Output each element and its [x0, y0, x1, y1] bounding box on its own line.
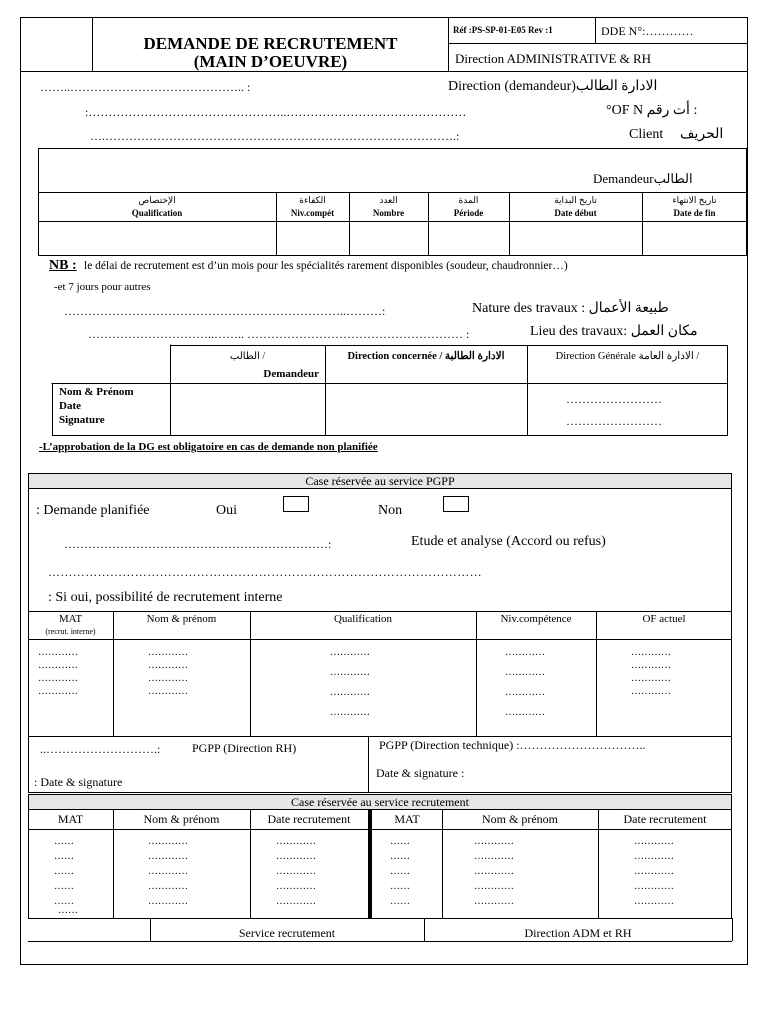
nature-label: Nature des travaux : طبيعة الأعمال: [472, 301, 669, 316]
recrut-col-mat: MAT: [57, 812, 84, 826]
form-title-line2: (MAIN D’OEUVRE): [193, 52, 348, 71]
cell-dots[interactable]: …………: [148, 647, 188, 658]
cell-dots[interactable]: …………: [631, 673, 671, 684]
cell-dots[interactable]: ……: [390, 836, 410, 847]
cell-dots[interactable]: …………: [330, 707, 370, 718]
direction-dots[interactable]: ……..…………………………………….. :: [40, 80, 251, 94]
cell-dots[interactable]: …………: [38, 660, 78, 671]
nb-line1: le délai de recrutement est d’un mois pour les spécialités rarement disponibles (soudeur, chaudronnier…): [84, 260, 568, 272]
client-label-ar: الحريف: [680, 127, 724, 142]
demandeur-divider: [38, 192, 747, 193]
cell-dots[interactable]: …………: [276, 881, 316, 892]
pgpp-sign-divider: [368, 736, 369, 793]
cell-dots[interactable]: …………: [505, 687, 545, 698]
client-label: Client: [629, 127, 664, 142]
cell-dots[interactable]: ……: [58, 905, 78, 916]
cell-dots[interactable]: ……: [54, 866, 74, 877]
cell-dots[interactable]: …………: [634, 851, 674, 862]
cell-dots[interactable]: …………: [631, 647, 671, 658]
col-nombre-ar: العدد: [379, 195, 398, 205]
col-debut-ar: تاريخ البداية: [554, 195, 597, 205]
interne-col-divider: [113, 611, 114, 736]
etude-label: Etude et analyse (Accord ou refus): [411, 534, 606, 549]
interne-col-of: OF actuel: [642, 613, 686, 625]
cell-dots[interactable]: …………: [276, 896, 316, 907]
interne-col-mat-sub: (recrut. interne): [45, 627, 96, 636]
approval-note: -L’approbation de la DG est obligatoire en cas de demande non planifiée: [39, 441, 378, 453]
cell-dots[interactable]: …………: [634, 896, 674, 907]
demandeur-header-divider: [38, 221, 747, 222]
footer-direction-adm: Direction ADM et RH: [524, 926, 632, 940]
cell-dots[interactable]: …………: [148, 660, 188, 671]
interne-col-divider: [596, 611, 597, 736]
dg-dots[interactable]: ……………………: [566, 414, 662, 428]
cell-dots[interactable]: ……: [390, 896, 410, 907]
nb-line2: -et 7 jours pour autres: [54, 281, 151, 293]
footer-divider: [732, 918, 733, 941]
cell-dots[interactable]: …………: [474, 836, 514, 847]
etude-long-dots[interactable]: ……………………………………………………………………………………………: [48, 565, 482, 579]
approval-signature: Signature: [59, 414, 105, 426]
pgpp-rh-label: PGPP (Direction RH): [192, 741, 297, 755]
cell-dots[interactable]: …………: [631, 686, 671, 697]
demandeur-title: Demandeurالطالب: [593, 171, 693, 186]
interne-header-divider: [28, 639, 732, 640]
cell-dots[interactable]: ……: [54, 896, 74, 907]
cell-dots[interactable]: …………: [474, 896, 514, 907]
nb-label: NB :: [49, 258, 77, 273]
approval-direction-generale: Direction Générale الادارة العامة /: [555, 351, 700, 362]
dg-dots[interactable]: ……………………: [566, 392, 662, 406]
recrut-col-date: Date recrutement: [623, 812, 707, 826]
footer-bottom: [28, 941, 732, 942]
cell-dots[interactable]: …………: [474, 881, 514, 892]
cell-dots[interactable]: …………: [330, 647, 370, 658]
col-niv: Niv.compét: [290, 208, 335, 218]
interne-col-qualification: Qualification: [333, 613, 393, 625]
direction-label: Direction (demandeur)الادارة الطالب: [448, 79, 658, 94]
nature-dots[interactable]: ……………………………………………………………..………:: [64, 304, 386, 318]
recrutement-col-divider: [250, 809, 251, 919]
cell-dots[interactable]: …………: [148, 866, 188, 877]
approval-direction-concernee: Direction concernée / الادارة الطالبة: [347, 351, 505, 362]
approval-divider: [52, 383, 728, 384]
cell-dots[interactable]: ……: [54, 881, 74, 892]
cell-dots[interactable]: …………: [474, 851, 514, 862]
recrutement-col-divider: [113, 809, 114, 919]
of-label: °OF N أت رقم :: [606, 103, 698, 118]
col-nombre: Nombre: [372, 208, 405, 218]
cell-dots[interactable]: …………: [148, 686, 188, 697]
cell-dots[interactable]: …………: [276, 866, 316, 877]
recrut-col-nom: Nom & prénom: [143, 812, 220, 826]
recrut-col-nom: Nom & prénom: [482, 812, 558, 826]
planned-oui-label: Oui: [216, 503, 237, 518]
pgpp-rh-dots[interactable]: ..……………………….:: [40, 742, 161, 756]
cell-dots[interactable]: …………: [148, 851, 188, 862]
planned-non-label: Non: [378, 503, 403, 518]
ref-code: Réf :PS-SP-01-E05 Rev :1: [453, 25, 553, 35]
cell-dots[interactable]: …………: [148, 881, 188, 892]
cell-dots[interactable]: ……: [390, 866, 410, 877]
client-dots[interactable]: ….…………………………………………………………………………….:: [90, 129, 460, 143]
interne-bottom: [28, 736, 732, 737]
interne-col-nom: Nom & prénom: [146, 613, 217, 625]
cell-dots[interactable]: …………: [38, 647, 78, 658]
cell-dots[interactable]: …………: [148, 896, 188, 907]
cell-dots[interactable]: …………: [330, 687, 370, 698]
interne-col-divider: [250, 611, 251, 736]
header-direction: Direction ADMINISTRATIVE & RH: [455, 51, 652, 66]
form-title-line1: DEMANDE DE RECRUTEMENT: [143, 34, 398, 53]
cell-dots[interactable]: …………: [474, 866, 514, 877]
dde-number: DDE N°:…………: [601, 24, 694, 38]
cell-dots[interactable]: ……: [54, 836, 74, 847]
cell-dots[interactable]: ……: [390, 881, 410, 892]
cell-dots[interactable]: …………: [38, 686, 78, 697]
cell-dots[interactable]: …………: [631, 660, 671, 671]
footer-service-recrutement: Service recrutement: [238, 926, 336, 940]
interne-col-mat: MAT: [58, 613, 83, 625]
of-dots[interactable]: :…………………………………………..………………………………………: [85, 105, 467, 119]
col-qualification-ar: الإختصاص: [138, 195, 176, 205]
planned-non-checkbox[interactable]: [443, 496, 469, 512]
etude-dots[interactable]: …………………………………………………………:: [64, 537, 332, 551]
col-fin-ar: تاريخ الانتهاء: [672, 195, 717, 205]
cell-dots[interactable]: …………: [505, 707, 545, 718]
cell-dots[interactable]: …………: [276, 836, 316, 847]
recrutement-header-divider: [28, 829, 732, 830]
cell-dots[interactable]: …………: [634, 836, 674, 847]
recrutement-col-divider: [442, 809, 443, 919]
approval-corner: [51, 344, 171, 384]
cell-dots[interactable]: ……: [390, 851, 410, 862]
pgpp-title: Case réservée au service PGPP: [305, 474, 455, 488]
lieu-label: Lieu des travaux: مكان العمل: [530, 324, 698, 339]
planned-oui-checkbox[interactable]: [283, 496, 309, 512]
cell-dots[interactable]: …………: [505, 647, 545, 658]
recrutement-title: Case réservée au service recrutement: [291, 795, 469, 809]
approval-nom-prenom: Nom & Prénom: [59, 386, 134, 398]
col-qualification: Qualification: [131, 208, 183, 218]
recrutement-col-divider: [598, 809, 599, 919]
header-logo-box: [20, 17, 93, 72]
interne-label: : Si oui, possibilité de recrutement interne: [48, 590, 283, 605]
col-periode-ar: المدة: [458, 195, 479, 205]
cell-dots[interactable]: …………: [148, 836, 188, 847]
pgpp-tech-label: PGPP (Direction technique) :…………………………..: [379, 738, 646, 752]
cell-dots[interactable]: …………: [38, 673, 78, 684]
interne-table-top: [28, 611, 732, 612]
pgpp-tech-date: Date & signature :: [376, 766, 465, 780]
col-debut: Date début: [554, 208, 597, 218]
approval-demandeur: Demandeur: [263, 368, 319, 380]
col-periode: Période: [453, 208, 484, 218]
recrut-col-mat: MAT: [394, 812, 420, 826]
planned-label: : Demande planifiée: [36, 503, 150, 518]
recrutement-mid-divider: [368, 809, 372, 919]
cell-dots[interactable]: …………: [634, 881, 674, 892]
cell-dots[interactable]: …………: [634, 866, 674, 877]
recrut-col-date: Date recrutement: [267, 812, 351, 826]
col-niv-ar: الكفاءة: [299, 195, 326, 205]
lieu-dots[interactable]: …………………………..…….. ……………………………………………… :: [88, 327, 470, 341]
col-fin: Date de fin: [673, 208, 716, 218]
cell-dots[interactable]: ……: [54, 851, 74, 862]
footer-top: [28, 918, 732, 919]
interne-col-divider: [476, 611, 477, 736]
approval-date: Date: [59, 400, 81, 412]
pgpp-rh-date: : Date & signature: [34, 775, 123, 789]
cell-dots[interactable]: …………: [276, 851, 316, 862]
cell-dots[interactable]: …………: [330, 667, 370, 678]
interne-col-niv: Niv.compétence: [500, 613, 572, 625]
cell-dots[interactable]: …………: [148, 673, 188, 684]
cell-dots[interactable]: …………: [505, 667, 545, 678]
approval-demandeur-ar: الطالب /: [229, 351, 266, 362]
